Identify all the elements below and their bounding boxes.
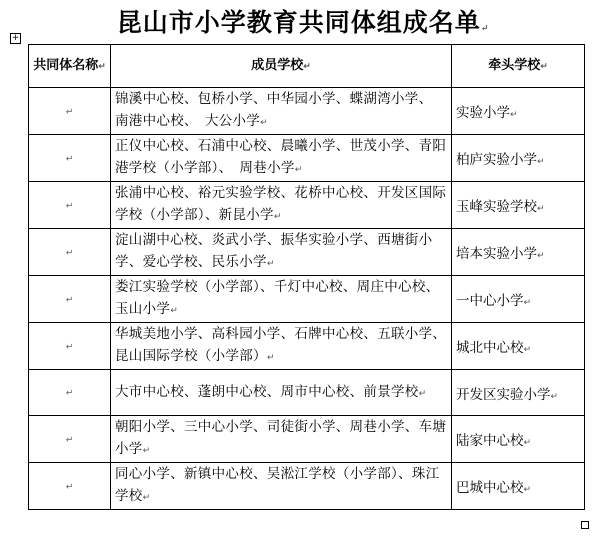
paragraph-mark: ↵ [65,248,74,258]
header-members: 成员学校↵ [111,45,452,88]
table-row [29,463,585,510]
paragraph-mark: ↵ [65,295,74,305]
document-title: 昆山市小学教育共同体组成名单↵ [116,8,490,37]
lead-school-cell[interactable]: 培本实验小学↵ [452,229,585,276]
table-move-handle-icon[interactable]: + [11,33,20,43]
community-name-cell[interactable] [29,276,111,323]
header-lead: 牵头学校↵ [452,45,585,88]
table-resize-handle-icon[interactable] [581,521,589,529]
lead-school-cell[interactable]: 一中心小学↵ [452,276,585,323]
lead-school-cell[interactable]: 玉峰实验学校↵ [452,182,585,229]
community-name-cell[interactable] [29,88,111,135]
member-schools-cell[interactable]: 朝阳小学、三中心小学、司徒街小学、周巷小学、车塘小学↵ [111,416,452,463]
member-schools-cell[interactable]: 淀山湖中心校、炎武小学、振华实验小学、西塘街小学、爱心学校、民乐小学↵ [111,229,452,276]
lead-school-cell[interactable]: 陆家中心校↵ [452,416,585,463]
member-schools-cell[interactable]: 大市中心校、蓬朗中心校、周市中心校、前景学校↵ [111,370,452,416]
member-schools-cell[interactable]: 华城美地小学、高科园小学、石牌中心校、五联小学、 昆山国际学校（小学部）↵ [111,323,452,370]
community-name-cell[interactable] [29,135,111,182]
member-schools-cell[interactable]: 正仪中心校、石浦中心校、晨曦小学、世茂小学、青阳港学校（小学部）、 周巷小学↵ [111,135,452,182]
paragraph-mark: ↵ [65,388,74,399]
lead-school-cell[interactable]: 柏庐实验小学↵ [452,135,585,182]
paragraph-mark: ↵ [65,154,74,164]
community-name-cell[interactable] [29,182,111,229]
table-row [29,276,585,323]
table-header-row [29,45,585,88]
table-row [29,135,585,182]
table-row [29,182,585,229]
member-schools-cell[interactable]: 娄江实验学校（小学部）、千灯中心校、周庄中心校、玉山小学↵ [111,276,452,323]
header-name: 共同体名称↵ [29,45,111,88]
community-name-cell[interactable] [29,370,111,416]
member-schools-cell[interactable]: 锦溪中心校、包桥小学、中华园小学、蝶湖湾小学、 南港中心校、 大公小学↵ [111,88,452,135]
paragraph-mark: ↵ [65,342,74,352]
paragraph-mark: ↵ [65,435,74,445]
community-name-cell[interactable] [29,416,111,463]
paragraph-mark: ↵ [65,482,74,492]
paragraph-mark: ↵ [65,201,74,211]
paragraph-mark: ↵ [65,107,74,117]
lead-school-cell[interactable]: 城北中心校↵ [452,323,585,370]
community-name-cell[interactable] [29,463,111,510]
lead-school-cell[interactable]: 实验小学↵ [452,88,585,135]
paragraph-mark: ↵ [480,24,490,34]
community-name-cell[interactable] [29,229,111,276]
member-schools-cell[interactable]: 同心小学、新镇中心校、吴淞江学校（小学部）、珠江学校↵ [111,463,452,510]
table-row [29,88,585,135]
lead-school-cell[interactable]: 开发区实验小学↵ [452,370,585,416]
member-schools-cell[interactable]: 张浦中心校、裕元实验学校、花桥中心校、开发区国际学校（小学部）、新昆小学↵ [111,182,452,229]
member-schools-table [28,44,585,510]
community-name-cell[interactable] [29,323,111,370]
table-row [29,323,585,370]
table-row [29,229,585,276]
lead-school-cell[interactable]: 巴城中心校↵ [452,463,585,510]
table-row [29,416,585,463]
table-row [29,370,585,416]
